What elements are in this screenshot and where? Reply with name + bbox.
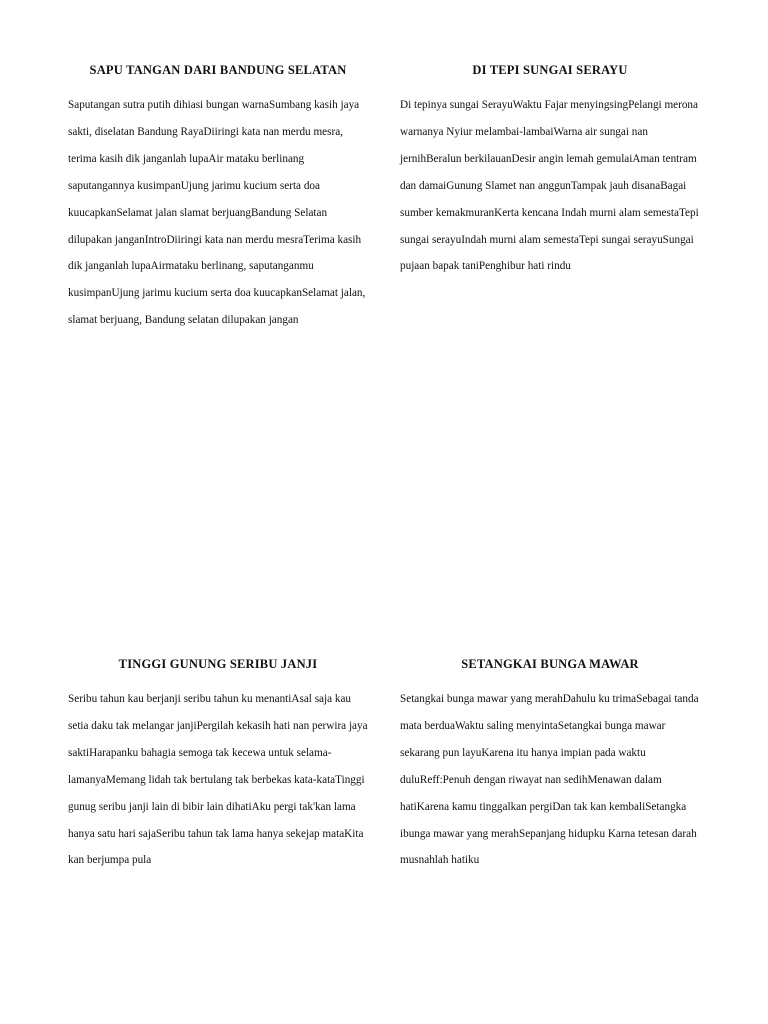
song-section-setangkai-bunga-mawar — [400, 656, 700, 874]
song-title: SETANGKAI BUNGA MAWAR — [461, 657, 639, 671]
song-lyrics: Saputangan sutra putih dihiasi bungan warnaSumbang kasih jaya sakti, diselatan Bandung RayaDiiringi kata nan merdu mesra, terima kasih dik janganlah lupaAir mataku berlinang saputangannya kusimpanUjung jarimu kucium serta doa kuucapkanSelamat jalan slamat berjuangBandung Selatan dilupakan janganIntroDiiringi kata nan merdu mesraTerima kasih dik janganlah lupaAirmataku berlinang, saputanganmu kusimpanUjung jarimu kucium serta doa kuucapkanSelamat jalan, slamat berjuang, Bandung selatan dilupakan jangan — [68, 99, 366, 327]
song-section-di-tepi-sungai-serayu — [400, 62, 700, 280]
song-section-tinggi-gunung — [68, 656, 368, 874]
song-section-sapu-tangan — [68, 62, 368, 334]
song-lyrics: Seribu tahun kau berjanji seribu tahun ku menantiAsal saja kau setia daku tak melangar janjiPergilah kekasih hati nan perwira jaya saktiHarapanku bahagia semoga tak kecewa untuk selama-lamanyaMemang lidah tak bertulang tak berbekas kata-kataTinggi gunug seribu janji lain di bibir lain dihatiAku pergi tak'kan lama hanya satu hari sajaSeribu tahun tak lama hanya sekejap mataKita kan berjumpa pula — [68, 693, 368, 867]
song-title: DI TEPI SUNGAI SERAYU — [472, 63, 628, 77]
song-lyrics: Setangkai bunga mawar yang merahDahulu ku trimaSebagai tanda mata berduaWaktu saling menyintaSetangkai bunga mawar sekarang pun layuKarena itu hanya impian pada waktu duluReff:Penuh dengan riwayat nan sedihMenawan dalam hatiKarena kamu tinggalkan pergiDan tak kan kembaliSetangka ibunga mawar yang merahSepanjang hidupku Karna tetesan darah musnahlah hatiku — [400, 693, 699, 867]
song-title: SAPU TANGAN DARI BANDUNG SELATAN — [89, 63, 347, 77]
song-lyrics: Di tepinya sungai SerayuWaktu Fajar menyingsingPelangi merona warnanya Nyiur melambai-lambaiWarna air sungai nan jernihBeralun berkilauanDesir angin lemah gemulaiAman tentram dan damaiGunung Slamet nan anggunTampak jauh disanaBagai sumber kemakmuranKerta kencana Indah murni alam semestaTepi sungai serayuIndah murni alam semestaTepi sungai serayuSungai pujaan bapak taniPenghibur hati rindu — [400, 99, 699, 273]
song-title: TINGGI GUNUNG SERIBU JANJI — [118, 657, 318, 671]
